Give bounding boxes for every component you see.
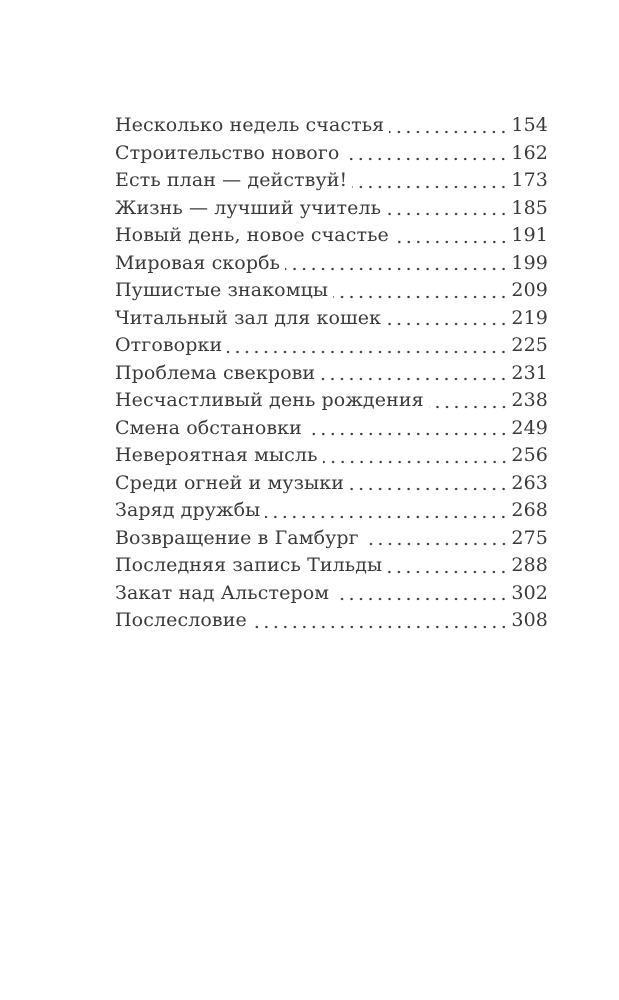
toc-entry-page-number: 249 xyxy=(511,416,548,439)
toc-entry-page-number: 308 xyxy=(511,609,548,631)
toc-entry-title: Закат над Альстером xyxy=(115,581,330,604)
dot-leader xyxy=(320,360,508,388)
toc-entry-page-number: 209 xyxy=(511,279,548,301)
toc-entry-page-number: 263 xyxy=(511,471,548,494)
toc-entry-title: Отговорки xyxy=(115,334,223,356)
toc-entry-page-number: 173 xyxy=(511,169,548,191)
toc-entry-page-number: 162 xyxy=(511,141,548,164)
toc-entry xyxy=(115,250,548,278)
toc-entry-title: Строительство нового xyxy=(115,141,340,164)
toc-entry-title: Несчастливый день рождения xyxy=(115,389,424,411)
toc-entry-title: Несколько недель счастья xyxy=(115,114,385,136)
toc-entry-title: Новый день, новое счастье xyxy=(115,224,389,246)
dot-leader xyxy=(364,525,509,553)
toc-entry xyxy=(115,167,548,195)
dot-leader xyxy=(386,195,508,223)
dot-leader xyxy=(387,552,508,580)
toc-entry-page-number: 288 xyxy=(511,554,548,576)
dot-leader xyxy=(227,332,508,360)
toc-entry-page-number: 302 xyxy=(511,581,548,604)
toc-entry-title: Мировая скорбь xyxy=(115,251,281,274)
toc-entry-title: Проблема свекрови xyxy=(115,361,316,384)
dot-leader xyxy=(285,250,508,278)
toc-entry xyxy=(115,607,548,635)
toc-entry-title: Последняя запись Тильды xyxy=(115,554,383,576)
toc-entry-page-number: 185 xyxy=(511,196,548,219)
toc-entry-page-number: 191 xyxy=(511,224,548,246)
toc-entry-title: Читальный зал для кошек xyxy=(115,306,382,329)
toc-entry-page-number: 199 xyxy=(511,251,548,274)
toc-entry xyxy=(115,552,548,580)
toc-entry-page-number: 225 xyxy=(511,334,548,356)
toc-entry xyxy=(115,415,548,443)
toc-entry-title: Пушистые знакомцы xyxy=(115,279,329,301)
dot-leader xyxy=(307,415,509,443)
toc-entry-page-number: 238 xyxy=(511,389,548,411)
dot-leader xyxy=(344,140,508,168)
dot-leader xyxy=(352,167,508,195)
toc-entry xyxy=(115,140,548,168)
toc-entry xyxy=(115,112,548,140)
toc-entry-title: Заряд дружбы xyxy=(115,499,261,521)
toc-entry-title: Среди огней и музыки xyxy=(115,471,345,494)
toc-entry xyxy=(115,525,548,553)
dot-leader xyxy=(349,470,508,498)
toc-entry-title: Смена обстановки xyxy=(115,416,302,439)
toc-entry xyxy=(115,195,548,223)
toc-entry xyxy=(115,387,548,415)
toc-entry-page-number: 275 xyxy=(511,526,548,549)
toc-entry-title: Послесловие xyxy=(115,609,247,631)
toc-entry xyxy=(115,442,548,470)
dot-leader xyxy=(252,607,509,635)
dot-leader xyxy=(389,112,508,140)
dot-leader xyxy=(323,442,509,470)
dot-leader xyxy=(386,305,508,333)
toc-entry-title: Невероятная мысль xyxy=(115,444,318,466)
toc-entry-title: Возвращение в Гамбург xyxy=(115,526,359,549)
toc-entry-page-number: 219 xyxy=(511,306,548,329)
toc-entry-page-number: 154 xyxy=(511,114,548,136)
toc-entry xyxy=(115,497,548,525)
toc-entry xyxy=(115,222,548,250)
dot-leader xyxy=(265,497,508,525)
dot-leader xyxy=(334,580,508,608)
toc-entry-page-number: 268 xyxy=(511,499,548,521)
toc-entry xyxy=(115,360,548,388)
toc-entry xyxy=(115,277,548,305)
toc-entry-title: Есть план — действуй! xyxy=(115,169,348,191)
table-of-contents xyxy=(115,112,548,635)
dot-leader xyxy=(429,387,509,415)
toc-entry xyxy=(115,305,548,333)
toc-entry-page-number: 231 xyxy=(511,361,548,384)
toc-entry-page-number: 256 xyxy=(511,444,548,466)
toc-entry xyxy=(115,580,548,608)
toc-entry xyxy=(115,470,548,498)
dot-leader xyxy=(394,222,509,250)
dot-leader xyxy=(333,277,508,305)
toc-entry-title: Жизнь — лучший учитель xyxy=(115,196,382,219)
toc-entry xyxy=(115,332,548,360)
